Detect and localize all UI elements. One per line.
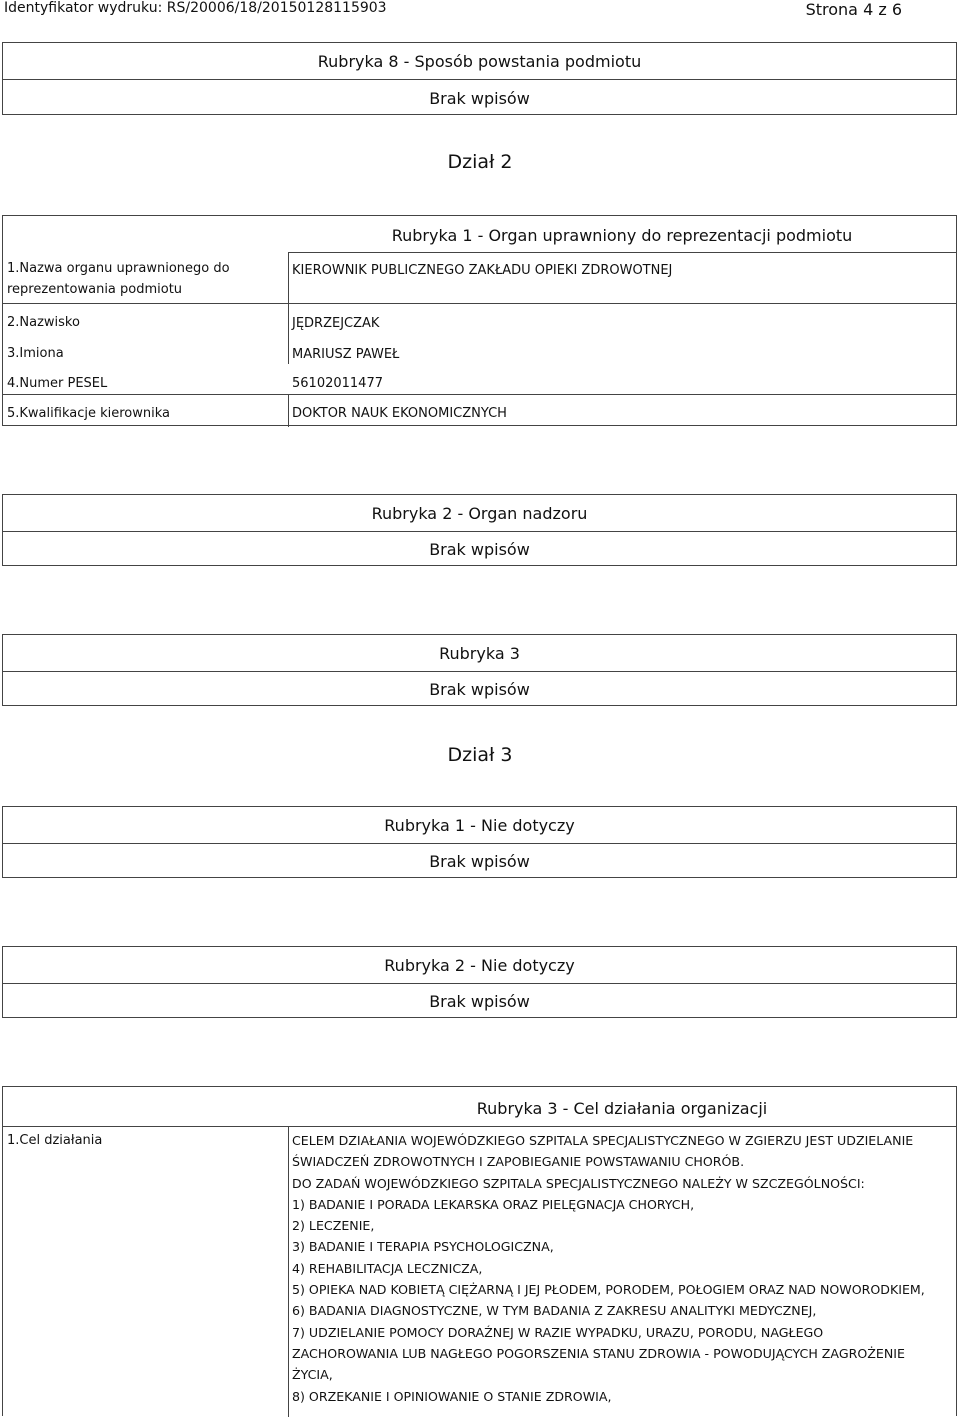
- field-label-imiona: 3.Imiona: [7, 346, 64, 361]
- field-value-imiona: MARIUSZ PAWEŁ: [292, 347, 400, 362]
- dzial2-title: Dział 2: [447, 151, 513, 173]
- dzial3-title: Dział 3: [447, 744, 513, 766]
- cel-line: 5) OPIEKA NAD KOBIETĄ CIĘŻARNĄ I JEJ PŁODEM, PORODEM, POŁOGIEM ORAZ NAD NOWORODKIEM,: [292, 1282, 925, 1298]
- field-label-nazwa-organu: 1.Nazwa organu uprawnionego do reprezentowania podmiotu: [7, 261, 230, 297]
- cel-line: 7) UDZIELANIE POMOCY DORAŹNEJ W RAZIE WYPADKU, URAZU, PORODU, NAGŁEGO: [292, 1324, 824, 1340]
- divider: [288, 303, 289, 364]
- divider: [288, 252, 956, 253]
- dzial2-rubryka3-value: Brak wpisów: [3, 671, 956, 707]
- dzial3-rubryka3-box: [2, 1086, 957, 1416]
- dzial3-rubryka2-box: [2, 946, 957, 1018]
- divider: [3, 303, 956, 304]
- cel-line: 3) BADANIE I TERAPIA PSYCHOLOGICZNA,: [292, 1239, 554, 1255]
- dzial2-rubryka1-title: Rubryka 1 - Organ uprawniony do reprezentacji podmiotu: [391, 226, 853, 245]
- dzial2-rubryka2-value: Brak wpisów: [3, 531, 956, 567]
- cel-line: ŚWIADCZEŃ ZDROWOTNYCH I ZAPOBIEGANIE POWSTAWANIU CHORÓB.: [292, 1154, 745, 1170]
- rubryka8-box: [2, 42, 957, 115]
- cel-line: 2) LECZENIE,: [292, 1218, 375, 1234]
- cel-line: 8) ORZEKANIE I OPINIOWANIE O STANIE ZDROWIA,: [292, 1388, 612, 1404]
- divider: [3, 1126, 956, 1127]
- cel-dzialania-text: [292, 1130, 925, 1407]
- field-value-nazwa-organu: KIEROWNIK PUBLICZNEGO ZAKŁADU OPIEKI ZDROWOTNEJ: [292, 263, 673, 278]
- divider: [3, 394, 956, 395]
- cel-line: ZACHOROWANIA LUB NAGŁEGO POGORSZENIA STANU ZDROWIA - POWODUJĄCYCH ZAGROŻENIE: [292, 1345, 905, 1361]
- dzial3-rubryka1-box: [2, 806, 957, 878]
- dzial3-rubryka2-value: Brak wpisów: [3, 983, 956, 1019]
- divider: [288, 252, 289, 303]
- field-label-kwalifikacje: 5.Kwalifikacje kierownika: [7, 406, 170, 421]
- divider: [288, 394, 289, 427]
- dzial3-rubryka2-title: Rubryka 2 - Nie dotyczy: [384, 955, 575, 975]
- rubryka8-value: Brak wpisów: [3, 79, 956, 116]
- cel-line: 1) BADANIE I PORADA LEKARSKA ORAZ PIELĘGNACJA CHORYCH,: [292, 1196, 695, 1212]
- divider: [288, 1126, 289, 1417]
- rubryka8-title: Rubryka 8 - Sposób powstania podmiotu: [317, 51, 642, 71]
- dzial2-rubryka2-box: [2, 494, 957, 566]
- cel-line: ŻYCIA,: [292, 1367, 333, 1383]
- field-value-kwalifikacje: DOKTOR NAUK EKONOMICZNYCH: [292, 406, 507, 421]
- dzial2-rubryka1-box: [2, 215, 957, 426]
- cel-line: DO ZADAŃ WOJEWÓDZKIEGO SZPITALA SPECJALISTYCZNEGO NALEŻY W SZCZEGÓLNOŚCI:: [292, 1175, 865, 1191]
- page-number: Strona 4 z 6: [805, 0, 902, 19]
- cel-line: CELEM DZIAŁANIA WOJEWÓDZKIEGO SZPITALA SPECJALISTYCZNEGO W ZGIERZU JEST UDZIELANIE: [292, 1133, 914, 1148]
- dzial2-rubryka2-title: Rubryka 2 - Organ nadzoru: [371, 503, 588, 523]
- dzial2-rubryka3-box: [2, 634, 957, 706]
- field-value-nazwisko: JĘDRZEJCZAK: [292, 316, 380, 331]
- dzial3-rubryka1-value: Brak wpisów: [3, 843, 956, 879]
- dzial3-rubryka1-title: Rubryka 1 - Nie dotyczy: [384, 815, 575, 835]
- field-label-cel-dzialania: 1.Cel działania: [7, 1133, 103, 1148]
- field-label-pesel: 4.Numer PESEL: [7, 376, 108, 391]
- dzial3-rubryka3-title: Rubryka 3 - Cel działania organizacji: [476, 1099, 768, 1118]
- dzial2-rubryka3-title: Rubryka 3: [439, 643, 520, 663]
- field-value-pesel: 56102011477: [292, 376, 383, 391]
- field-label-nazwisko: 2.Nazwisko: [7, 315, 80, 330]
- cel-line: 4) REHABILITACJA LECZNICZA,: [292, 1260, 483, 1276]
- cel-line: 6) BADANIA DIAGNOSTYCZNE, W TYM BADANIA Z ZAKRESU ANALITYKI MEDYCZNEJ,: [292, 1303, 817, 1319]
- print-identifier: Identyfikator wydruku: RS/20006/18/20150128115903: [4, 0, 387, 16]
